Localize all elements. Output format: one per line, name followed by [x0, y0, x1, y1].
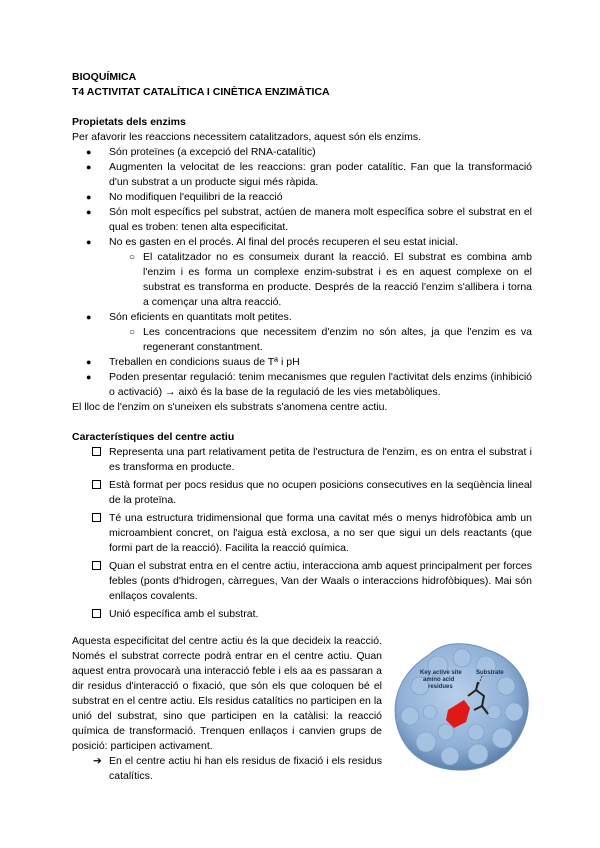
- label-key-active-site: Key active site: [420, 670, 462, 676]
- list-item: ● Són eficients en quantitats molt petites. ○ Les concentracions que necessitem d'enzim no són altes, ja que l'enzim es va regenerant constantment.: [86, 311, 532, 353]
- bullet-icon: ●: [86, 192, 92, 202]
- checklist-item: Quan el substrat entra en el centre actiu, interacciona amb aquest principalment per forces febles (ponts d'hidrogen, càrregues, Van der Waals o interaccions hidrofòbiques). Mai són enllaços covalents.: [72, 559, 532, 604]
- checkbox-icon: [92, 513, 101, 522]
- sub-list: [109, 250, 532, 310]
- label-amino-acid: amino acid: [423, 677, 455, 683]
- checklist-item: Té una estructura tridimensional que forma una cavitat més o menys hidrofòbica amb un microambient concret, on l'aigua està exclosa, a no ser que sigui un dels reactants (que formi part de la reacció). Facilita la reacció química.: [72, 511, 532, 556]
- bullet-icon: ●: [86, 237, 92, 247]
- enzyme-structure-figure: [390, 636, 532, 776]
- list-item: ● Són molt específics pel substrat, actúen de manera molt específica sobre el substrat en el qual es troben: tenen alta especificitat.: [86, 206, 532, 233]
- topic-title: T4 ACTIVITAT CATALÍTICA I CINÈTICA ENZIMÀTICA: [72, 86, 330, 98]
- sub-list-item: ○ El catalitzador no es consumeix durant la reacció. El substrat es combina amb l'enzim i es forma un complexe enzim-substrat i es en aquest complexe on el substrat es transforma en producte. Després de la reacció l'enzim s'allibera i torna a començar una altra reacció.: [129, 251, 532, 308]
- bullet-icon: ●: [86, 357, 92, 367]
- list-item: ● Són proteïnes (a excepció del RNA-catalític): [86, 146, 316, 158]
- list-item: ● Treballen en condicions suaus de Tª i pH: [86, 356, 300, 368]
- circle-bullet-icon: ○: [129, 327, 136, 338]
- checkbox-icon: [92, 609, 101, 618]
- checkbox-icon: [92, 561, 101, 570]
- checklist-item: Unió específica amb el substrat.: [72, 607, 532, 622]
- bullet-icon: ●: [86, 162, 92, 172]
- section-heading-active-site: Característiques del centre actiu: [72, 431, 235, 443]
- specificity-paragraph: Aquesta especificitat del centre actiu és la que decideix la reacció. Només el substrat correcte podrà entrar en el centre actiu. Quan aquest entra provocarà una interacció feble i els aa es passaran a dir residus d'interacció o fixació, que són els que coloquen bé el substrat en el centre actiu. Els residus catalítics no participen en la unió del substrat, sino que participen en la catàlisi: la reacció química de transformació. Trenquen enllaços i canvien grups de posició: participen activament.: [72, 635, 382, 752]
- document-page: [72, 70, 532, 784]
- bullet-icon: ●: [86, 312, 92, 322]
- label-substrate: Substrate: [476, 670, 504, 676]
- subject-title: BIOQUÍMICA: [72, 71, 137, 83]
- checklist-item: Està format per pocs residus que no ocupen posicions consecutives en la seqüència lineal de la proteïna.: [72, 478, 532, 508]
- characteristics-checklist: [72, 445, 532, 622]
- sub-list-item: ○ Les concentracions que necessitem d'enzim no són altes, ja que l'enzim es va regenerant constantment.: [129, 326, 532, 353]
- list-item: ● No es gasten en el procés. Al final del procés recuperen el seu estat inicial. ○ El catalitzador no es consumeix durant la reacció. El substrat es combina amb l'enzim i es forma un complexe enzim-substrat i es en aquest complexe on el substrat es transforma en producte. Després de la reacció l'enzim s'allibera i torna a començar una altra reacció.: [86, 236, 532, 308]
- section-heading-properties: Propietats dels enzims: [72, 116, 186, 128]
- bullet-icon: ●: [86, 207, 92, 217]
- closing-paragraph: El lloc de l'enzim on s'uneixen els substrats s'anomena centre actiu.: [72, 401, 388, 413]
- list-item: ● Augmenten la velocitat de les reaccions: gran poder catalític. Fan que la transformació d'un substrat a un producte sigui més ràpida.: [86, 161, 532, 188]
- sub-list: [109, 325, 532, 355]
- label-residues: residues: [428, 684, 453, 690]
- active-site-text: [72, 634, 382, 784]
- arrow-right-icon: ➔: [93, 755, 102, 767]
- active-site-section: [72, 634, 532, 784]
- circle-bullet-icon: ○: [129, 252, 136, 263]
- checklist-item: Representa una part relativament petita de l'estructura de l'enzim, es on entra el substrat i es transforma en producte.: [72, 445, 532, 475]
- arrow-list-item: ➔ En el centre actiu hi han els residus de fixació i els residus catalítics.: [93, 755, 382, 782]
- properties-list: [72, 145, 532, 400]
- list-item: ● Poden presentar regulació: tenim mecanismes que regulen l'activitat dels enzims (inhibició o activació) → això és la base de la regulació de les vies metabòliques.: [86, 371, 532, 398]
- bullet-icon: ●: [86, 372, 92, 382]
- checkbox-icon: [92, 447, 101, 456]
- checkbox-icon: [92, 480, 101, 489]
- list-item: ● No modifiquen l'equilibri de la reacció: [86, 191, 283, 203]
- intro-paragraph: Per afavorir les reaccions necessitem catalitzadors, aquest són els enzims.: [72, 131, 421, 143]
- enzyme-illustration: [390, 636, 532, 776]
- bullet-icon: ●: [86, 147, 92, 157]
